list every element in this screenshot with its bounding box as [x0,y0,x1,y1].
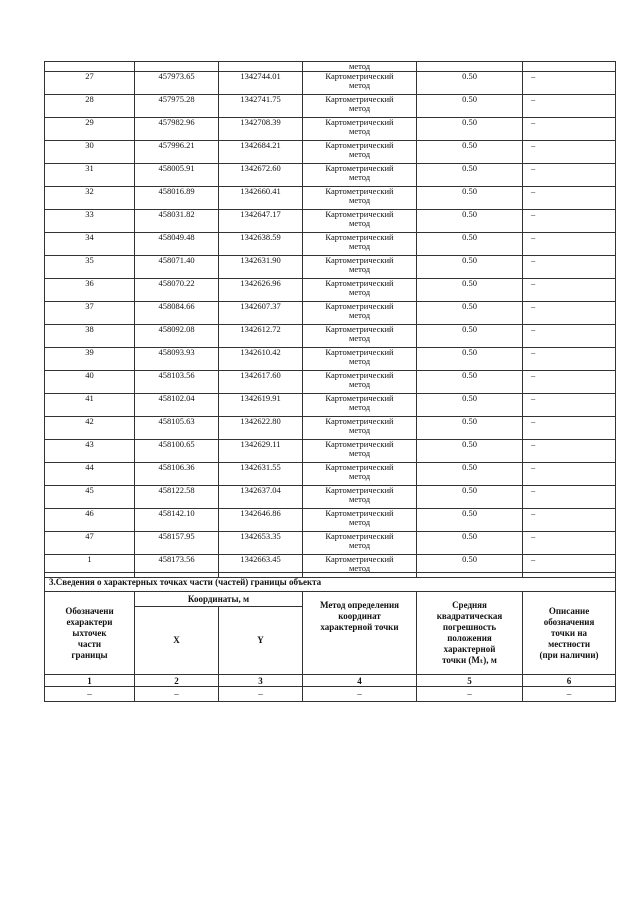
description-cell: – [523,233,616,256]
error-cell: 0.50 [417,256,523,279]
y-coordinate-cell: 1342684.21 [219,141,303,164]
method-line-1: Картометрический [325,117,394,127]
point-number-cell: 29 [45,118,135,141]
method-line-2: метод [348,494,371,504]
error-cell: 0.50 [417,279,523,302]
method-line-2: метод [348,103,371,113]
y-coordinate-cell: 1342629.11 [219,440,303,463]
y-coordinate-cell: 1342631.55 [219,463,303,486]
x-coordinate-cell: 458106.36 [135,463,219,486]
x-coordinate-cell: 458049.48 [135,233,219,256]
method-line-1: Картометрический [325,301,394,311]
method-line-1: Картометрический [325,554,394,564]
method-line-1: Картометрический [325,209,394,219]
point-number-cell: 32 [45,187,135,210]
column-numbers-row: 1 2 3 4 5 6 [45,675,616,687]
coordinates-table [44,61,616,578]
header-method: Метод определения координат характерной точки [303,592,417,675]
method-cell [303,302,417,325]
method-line-2: метод [348,80,371,90]
x-coordinate-cell: 458102.04 [135,394,219,417]
description-cell: – [523,118,616,141]
header-point-designation: Обозначени ехарактери ыхточек части границы [45,592,135,675]
method-cell [303,72,417,95]
method-line-1: Картометрический [325,462,394,472]
description-cell: – [523,348,616,371]
method-line-2: метод [348,425,371,435]
method-cell [303,95,417,118]
table-row [45,72,616,95]
table-row [45,256,616,279]
point-number-cell: 41 [45,394,135,417]
method-cell [303,118,417,141]
description-cell: – [523,302,616,325]
description-cell: – [523,417,616,440]
point-number-cell: 44 [45,463,135,486]
x-coordinate-cell: 457973.65 [135,72,219,95]
point-number-cell: 33 [45,210,135,233]
method-line-1: Картометрический [325,278,394,288]
method-line-1: Картометрический [325,416,394,426]
error-cell: 0.50 [417,532,523,555]
method-line-1: Картометрический [325,439,394,449]
description-cell: – [523,256,616,279]
section-title: 3.Сведения о характерных точках части (частей) границы объекта [45,573,616,592]
method-line-2: метод [348,563,371,573]
x-coordinate-cell: 458105.63 [135,417,219,440]
x-coordinate-cell: 458071.40 [135,256,219,279]
y-coordinate-cell: 1342708.39 [219,118,303,141]
description-cell: – [523,141,616,164]
table-row [45,141,616,164]
x-coordinate-cell: 458070.22 [135,279,219,302]
y-coordinate-cell: 1342647.17 [219,210,303,233]
method-line-1: Картометрический [325,232,394,242]
method-cell [303,141,417,164]
method-cell: метод [303,62,417,72]
table-row [45,417,616,440]
point-number-cell: 28 [45,95,135,118]
error-cell: 0.50 [417,233,523,256]
error-cell: 0.50 [417,95,523,118]
empty-data-row: – – – – – – [45,687,616,702]
method-line-2: метод [348,172,371,182]
error-cell: 0.50 [417,141,523,164]
table-row [45,233,616,256]
table-row [45,95,616,118]
method-line-1: Картометрический [325,71,394,81]
method-line-2: метод [348,264,371,274]
header-x: X [135,607,219,675]
method-cell [303,233,417,256]
y-coordinate-cell: 1342663.45 [219,555,303,578]
y-coordinate-cell: 1342646.86 [219,509,303,532]
method-line-1: Картометрический [325,140,394,150]
method-line-2: метод [348,126,371,136]
point-number-cell: 43 [45,440,135,463]
x-coordinate-cell: 457975.28 [135,95,219,118]
header-y: Y [219,607,303,675]
error-cell: 0.50 [417,486,523,509]
x-coordinate-cell: 457996.21 [135,141,219,164]
point-number-cell: 39 [45,348,135,371]
method-line-2: метод [348,540,371,550]
header-description: Описание обозначения точки на местности (при наличии) [523,592,616,675]
description-cell: – [523,325,616,348]
point-number-cell: 35 [45,256,135,279]
method-line-1: Картометрический [325,508,394,518]
x-coordinate-cell: 458031.82 [135,210,219,233]
method-line-1: Картометрический [325,163,394,173]
method-line-2: метод [348,517,371,527]
x-coordinate-cell: 458157.95 [135,532,219,555]
table-row [45,532,616,555]
point-number-cell: 34 [45,233,135,256]
method-cell [303,325,417,348]
point-number-cell: 36 [45,279,135,302]
description-cell: – [523,210,616,233]
table-row [45,279,616,302]
point-number-cell: 27 [45,72,135,95]
y-coordinate-cell: 1342638.59 [219,233,303,256]
description-cell: – [523,509,616,532]
y-coordinate-cell: 1342612.72 [219,325,303,348]
table-row [45,348,616,371]
point-number-cell: 46 [45,509,135,532]
method-cell [303,348,417,371]
y-coordinate-cell: 1342631.90 [219,256,303,279]
x-coordinate-cell: 457982.96 [135,118,219,141]
error-cell: 0.50 [417,371,523,394]
error-cell: 0.50 [417,302,523,325]
y-coordinate-cell: 1342610.42 [219,348,303,371]
method-cell [303,394,417,417]
table-row [45,509,616,532]
table-row-continuation [45,62,616,72]
error-cell: 0.50 [417,164,523,187]
method-line-2: метод [348,356,371,366]
error-cell: 0.50 [417,72,523,95]
error-cell: 0.50 [417,509,523,532]
y-coordinate-cell: 1342653.35 [219,532,303,555]
y-coordinate-cell: 1342622.80 [219,417,303,440]
header-coordinates: Координаты, м [135,592,303,607]
y-coordinate-cell: 1342741.75 [219,95,303,118]
x-coordinate-cell: 458142.10 [135,509,219,532]
x-coordinate-cell: 458100.65 [135,440,219,463]
description-cell: – [523,72,616,95]
point-number-cell: 47 [45,532,135,555]
method-line-2: метод [348,310,371,320]
method-cell [303,417,417,440]
error-cell: 0.50 [417,394,523,417]
table-row [45,463,616,486]
x-coordinate-cell: 458103.56 [135,371,219,394]
error-cell: 0.50 [417,210,523,233]
method-cell [303,532,417,555]
description-cell: – [523,95,616,118]
y-coordinate-cell: 1342660.41 [219,187,303,210]
description-cell: – [523,279,616,302]
error-cell: 0.50 [417,348,523,371]
method-line-2: метод [348,149,371,159]
method-line-1: Картометрический [325,186,394,196]
y-coordinate-cell: 1342619.91 [219,394,303,417]
error-cell: 0.50 [417,440,523,463]
section-3-table [44,572,616,702]
x-coordinate-cell: 458092.08 [135,325,219,348]
point-number-cell: 42 [45,417,135,440]
point-number-cell: 1 [45,555,135,578]
point-number-cell: 37 [45,302,135,325]
method-line-1: Картометрический [325,393,394,403]
method-line-1: Картометрический [325,324,394,334]
x-coordinate-cell: 458084.66 [135,302,219,325]
description-cell: – [523,532,616,555]
method-cell [303,509,417,532]
method-cell [303,187,417,210]
error-cell: 0.50 [417,187,523,210]
y-coordinate-cell: 1342607.37 [219,302,303,325]
x-coordinate-cell: 458016.89 [135,187,219,210]
table-row [45,394,616,417]
description-cell: – [523,555,616,578]
method-line-2: метод [348,402,371,412]
point-number-cell: 30 [45,141,135,164]
x-coordinate-cell: 458093.93 [135,348,219,371]
table-row [45,486,616,509]
header-error: Средняя квадратическая погрешность положения характерной точки (Mₜ), м [417,592,523,675]
description-cell: – [523,440,616,463]
method-cell [303,486,417,509]
table-row [45,371,616,394]
method-cell [303,371,417,394]
method-cell [303,256,417,279]
table-row [45,325,616,348]
table-row [45,302,616,325]
method-cell [303,279,417,302]
method-cell [303,463,417,486]
y-coordinate-cell: 1342626.96 [219,279,303,302]
method-cell [303,164,417,187]
table-row [45,118,616,141]
description-cell: – [523,164,616,187]
method-line-1: Картометрический [325,255,394,265]
method-line-2: метод [348,195,371,205]
method-line-2: метод [348,241,371,251]
method-line-1: Картометрический [325,347,394,357]
y-coordinate-cell: 1342617.60 [219,371,303,394]
point-number-cell: 45 [45,486,135,509]
point-number-cell: 40 [45,371,135,394]
method-line-1: Картометрический [325,485,394,495]
method-line-2: метод [348,287,371,297]
method-line-1: Картометрический [325,94,394,104]
point-number-cell: 38 [45,325,135,348]
method-line-2: метод [348,218,371,228]
error-cell: 0.50 [417,325,523,348]
point-number-cell: 31 [45,164,135,187]
method-line-2: метод [348,333,371,343]
description-cell: – [523,486,616,509]
method-line-2: метод [348,471,371,481]
description-cell: – [523,394,616,417]
table-row [45,164,616,187]
method-line-1: Картометрический [325,531,394,541]
y-coordinate-cell: 1342744.01 [219,72,303,95]
error-cell: 0.50 [417,118,523,141]
y-coordinate-cell: 1342672.60 [219,164,303,187]
y-coordinate-cell: 1342637.04 [219,486,303,509]
method-line-2: метод [348,448,371,458]
description-cell: – [523,187,616,210]
method-line-2: метод [348,379,371,389]
method-cell [303,210,417,233]
description-cell: – [523,463,616,486]
table-row [45,187,616,210]
error-cell: 0.50 [417,555,523,578]
table-row [45,210,616,233]
table-row [45,440,616,463]
description-cell: – [523,371,616,394]
method-cell [303,440,417,463]
error-cell: 0.50 [417,463,523,486]
error-cell: 0.50 [417,417,523,440]
x-coordinate-cell: 458005.91 [135,164,219,187]
x-coordinate-cell: 458122.58 [135,486,219,509]
x-coordinate-cell: 458173.56 [135,555,219,578]
method-line-1: Картометрический [325,370,394,380]
